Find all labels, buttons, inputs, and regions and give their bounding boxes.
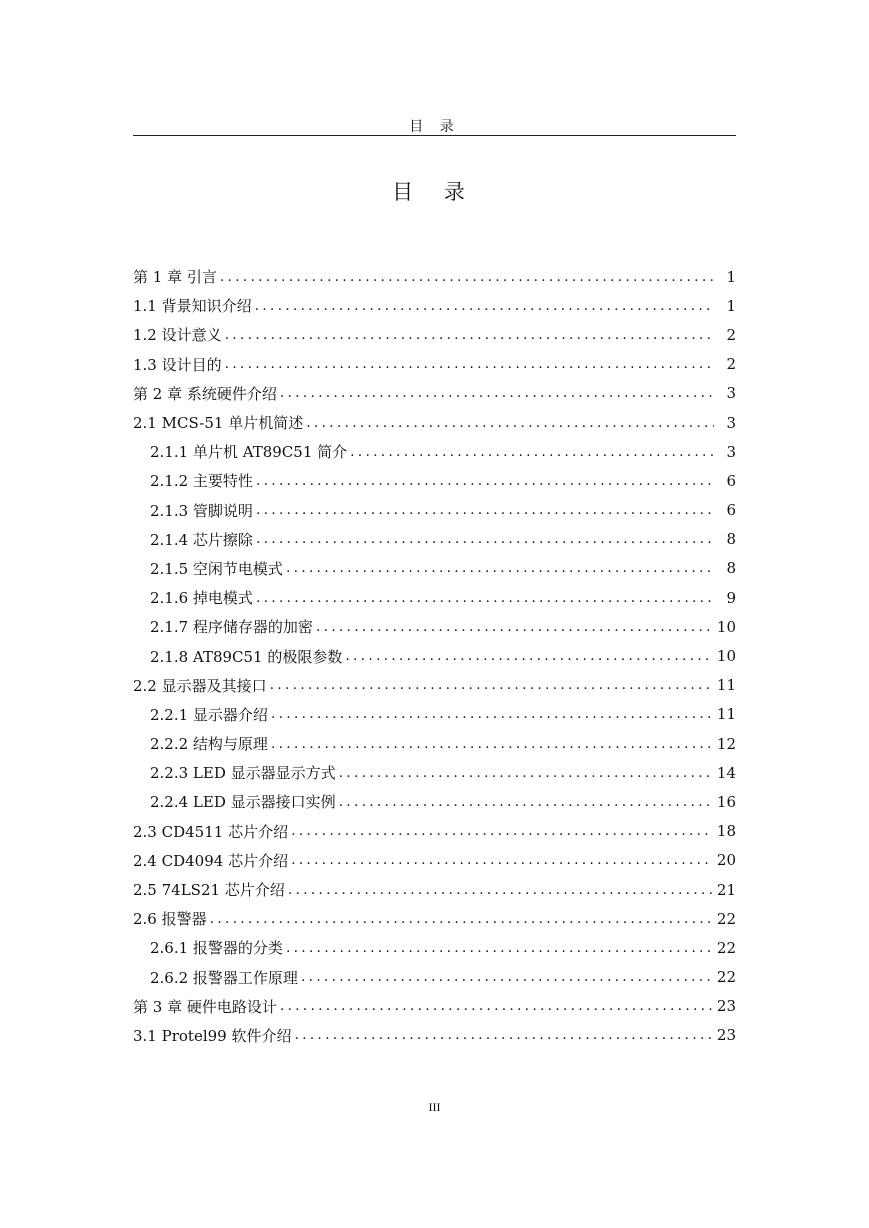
- toc-entry-page: 2: [726, 325, 736, 344]
- running-header: 目 录: [409, 119, 460, 135]
- toc-entry[interactable]: [133, 262, 736, 291]
- dot-leader: [271, 706, 713, 722]
- toc-entry[interactable]: [133, 350, 736, 379]
- toc-entry-page: 23: [716, 1026, 736, 1045]
- dot-leader: [225, 327, 714, 343]
- dot-leader: [256, 590, 714, 606]
- toc-entry[interactable]: [133, 817, 736, 846]
- toc-entry[interactable]: [133, 554, 736, 583]
- toc-entry[interactable]: [133, 671, 736, 700]
- dot-leader: [288, 882, 713, 898]
- toc-entry-title: 2.1.8 AT89C51 的极限参数: [150, 647, 343, 666]
- toc-entry[interactable]: [133, 612, 736, 641]
- toc-entry-page: 6: [726, 501, 736, 520]
- toc-entry-title: 第 2 章 系统硬件介绍: [133, 384, 277, 403]
- toc-entry-page: 22: [716, 909, 736, 928]
- toc-entry-title: 2.1.5 空闲节电模式: [150, 559, 283, 578]
- toc-entry-title: 2.1.2 主要特性: [150, 472, 253, 491]
- toc-entry-title: 2.1.7 程序储存器的加密: [150, 618, 313, 637]
- dot-leader: [316, 619, 713, 635]
- dot-leader: [256, 502, 714, 518]
- toc-entry-title: 2.1 MCS-51 单片机简述: [133, 414, 304, 433]
- toc-entry-title: 2.2.2 结构与原理: [150, 735, 268, 754]
- toc-entry-page: 16: [716, 792, 736, 811]
- toc-entry-page: 1: [726, 296, 736, 315]
- toc-entry-title: 第 3 章 硬件电路设计: [133, 997, 277, 1016]
- dot-leader: [256, 531, 714, 547]
- toc-entry-page: 12: [716, 734, 736, 753]
- dot-leader: [286, 560, 714, 576]
- toc-entry-page: 3: [726, 442, 736, 461]
- toc-entry-page: 9: [726, 588, 736, 607]
- toc-entry[interactable]: [133, 641, 736, 670]
- toc-entry[interactable]: [133, 1021, 736, 1050]
- toc-entry[interactable]: [133, 291, 736, 320]
- dot-leader: [225, 356, 714, 372]
- toc-entry-page: 11: [716, 676, 736, 695]
- toc-entry[interactable]: [133, 992, 736, 1021]
- dot-leader: [280, 385, 714, 401]
- toc-entry-title: 3.1 Protel99 软件介绍: [133, 1026, 292, 1045]
- toc-entry-title: 1.2 设计意义: [133, 326, 222, 345]
- toc-entry-page: 23: [716, 997, 736, 1016]
- dot-leader: [339, 765, 713, 781]
- toc-entry-title: 2.1.6 掉电模式: [150, 589, 253, 608]
- dot-leader: [220, 269, 714, 285]
- toc-entry[interactable]: [133, 379, 736, 408]
- toc-entry-page: 3: [726, 384, 736, 403]
- toc-entry-page: 14: [716, 763, 736, 782]
- toc-entry[interactable]: [133, 466, 736, 495]
- dot-leader: [256, 473, 714, 489]
- dot-leader: [280, 998, 713, 1014]
- toc-entry-page: 18: [716, 822, 736, 841]
- toc-entry-page: 1: [726, 267, 736, 286]
- toc-entry-page: 20: [716, 851, 736, 870]
- toc-entry-title: 1.1 背景知识介绍: [133, 297, 252, 316]
- toc-entry[interactable]: [133, 320, 736, 349]
- toc-entry-title: 2.1.4 芯片擦除: [150, 530, 253, 549]
- dot-leader: [255, 298, 714, 314]
- toc-entry-page: 2: [726, 355, 736, 374]
- toc-entry[interactable]: [133, 787, 736, 816]
- toc-entry[interactable]: [133, 758, 736, 787]
- page-number: III: [428, 1100, 441, 1114]
- toc-entry-title: 2.1.1 单片机 AT89C51 简介: [150, 443, 348, 462]
- toc-entry[interactable]: [133, 496, 736, 525]
- dot-leader: [306, 415, 714, 431]
- toc-entry[interactable]: [133, 525, 736, 554]
- toc-entry-page: 11: [716, 705, 736, 724]
- toc-entry-title: 第 1 章 引言: [133, 268, 217, 287]
- toc-entry-title: 2.6.1 报警器的分类: [150, 939, 283, 958]
- toc-entry-page: 3: [726, 413, 736, 432]
- toc-entry-title: 2.3 CD4511 芯片介绍: [133, 822, 289, 841]
- toc-entry[interactable]: [133, 700, 736, 729]
- toc-entry-title: 1.3 设计目的: [133, 355, 222, 374]
- dot-leader: [294, 1027, 712, 1043]
- toc-entry-page: 21: [716, 880, 736, 899]
- toc-entry-page: 6: [726, 471, 736, 490]
- toc-entry[interactable]: [133, 875, 736, 904]
- toc-entry-title: 2.5 74LS21 芯片介绍: [133, 881, 285, 900]
- toc-entry[interactable]: [133, 846, 736, 875]
- toc-entry-page: 8: [726, 530, 736, 549]
- dot-leader: [210, 911, 713, 927]
- toc-entry[interactable]: [133, 904, 736, 933]
- toc-entry-page: 22: [716, 968, 736, 987]
- dot-leader: [270, 677, 713, 693]
- toc-entry-title: 2.6.2 报警器工作原理: [150, 968, 298, 987]
- dot-leader: [345, 648, 713, 664]
- toc-entry[interactable]: [133, 408, 736, 437]
- dot-leader: [271, 736, 713, 752]
- dot-leader: [291, 823, 713, 839]
- toc-entry-title: 2.2.4 LED 显示器接口实例: [150, 793, 336, 812]
- toc-entry[interactable]: [133, 437, 736, 466]
- toc-entry-page: 8: [726, 559, 736, 578]
- toc-entry[interactable]: [133, 583, 736, 612]
- toc-entry-title: 2.4 CD4094 芯片介绍: [133, 851, 289, 870]
- dot-leader: [291, 852, 713, 868]
- toc-entry-title: 2.2 显示器及其接口: [133, 676, 267, 695]
- table-of-contents: [133, 262, 736, 1050]
- toc-entry-title: 2.2.1 显示器介绍: [150, 705, 268, 724]
- dot-leader: [339, 794, 713, 810]
- toc-entry-page: 22: [716, 938, 736, 957]
- toc-entry-title: 2.1.3 管脚说明: [150, 501, 253, 520]
- toc-entry-title: 2.6 报警器: [133, 910, 207, 929]
- dot-leader: [301, 969, 713, 985]
- page-title: 目 录: [392, 180, 477, 204]
- dot-leader: [286, 940, 713, 956]
- toc-entry-page: 10: [716, 647, 736, 666]
- header-divider: [133, 135, 736, 136]
- toc-entry[interactable]: [133, 729, 736, 758]
- toc-entry-title: 2.2.3 LED 显示器显示方式: [150, 764, 336, 783]
- toc-entry[interactable]: [133, 963, 736, 992]
- toc-entry[interactable]: [133, 933, 736, 962]
- dot-leader: [350, 444, 714, 460]
- toc-entry-page: 10: [716, 617, 736, 636]
